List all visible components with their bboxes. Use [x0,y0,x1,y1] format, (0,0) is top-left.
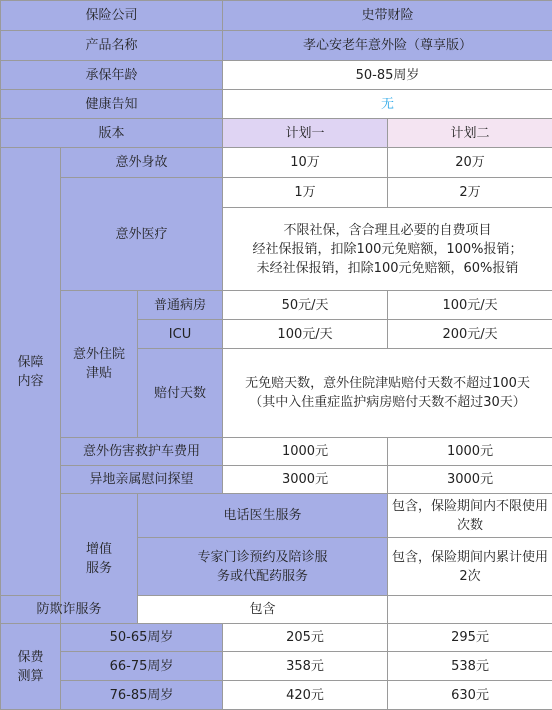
ambulance-label: 意外伤害救护车费用 [61,438,223,466]
phone-doctor-value: 包含，保险期间内不限使用次数 [388,494,552,538]
row-fraud [1,596,552,624]
ward-plan1: 50元/天 [223,291,388,320]
premium-age: 76-85周岁 [61,681,223,710]
row-visit [1,466,552,494]
value-added-group-label: 增值 服务 [61,494,138,624]
ward-label: 普通病房 [138,291,223,320]
row-medical-limit [1,178,552,208]
row-death [1,148,552,178]
company-label: 保险公司 [1,1,223,31]
icu-plan1: 100元/天 [223,320,388,349]
age-label: 承保年龄 [1,61,223,90]
premium-group-label: 保费 测算 [1,624,61,710]
icu-label: ICU [138,320,223,349]
visit-plan2: 3000元 [388,466,552,494]
medical-label: 意外医疗 [61,178,223,291]
premium-age: 50-65周岁 [61,624,223,652]
row-age [1,61,552,90]
medical-plan2: 2万 [388,178,552,208]
death-plan2: 20万 [388,148,552,178]
premium-plan2: 295元 [388,624,552,652]
ambulance-plan2: 1000元 [388,438,552,466]
row-health [1,90,552,119]
premium-plan1: 358元 [223,652,388,681]
plan1-header: 计划一 [223,119,388,148]
premium-plan2: 630元 [388,681,552,710]
version-label: 版本 [1,119,223,148]
row-company [1,1,552,31]
row-product [1,31,552,61]
premium-plan1: 420元 [223,681,388,710]
expert-value: 包含，保险期间内累计使用2次 [388,538,552,596]
row-premium-2 [1,652,552,681]
expert-label: 专家门诊预约及陪诊服 务或代配药服务 [138,538,388,596]
product-label: 产品名称 [1,31,223,61]
row-premium-1 [1,624,552,652]
row-premium-3 [1,681,552,710]
health-label: 健康告知 [1,90,223,119]
row-ambulance [1,438,552,466]
premium-plan2: 538元 [388,652,552,681]
row-version [1,119,552,148]
death-plan1: 10万 [223,148,388,178]
fraud-label: 防欺诈服务 [1,596,138,624]
death-label: 意外身故 [61,148,223,178]
days-note: 无免赔天数，意外住院津贴赔付天数不超过100天 （其中入住重症监护病房赔付天数不超过30天） [223,349,552,438]
coverage-group-label: 保障 内容 [1,148,61,596]
row-phone-doctor [1,494,552,538]
plan2-header: 计划二 [388,119,552,148]
phone-doctor-label: 电话医生服务 [138,494,388,538]
health-value: 无 [223,90,552,119]
visit-plan1: 3000元 [223,466,388,494]
age-value: 50-85周岁 [223,61,552,90]
row-ward [1,291,552,320]
company-value: 史带财险 [223,1,552,31]
ward-plan2: 100元/天 [388,291,552,320]
hospital-allowance-label: 意外住院 津贴 [61,291,138,438]
days-label: 赔付天数 [138,349,223,438]
premium-plan1: 205元 [223,624,388,652]
ambulance-plan1: 1000元 [223,438,388,466]
icu-plan2: 200元/天 [388,320,552,349]
fraud-value: 包含 [138,596,388,624]
premium-age: 66-75周岁 [61,652,223,681]
product-value: 孝心安老年意外险（尊享版） [223,31,552,61]
visit-label: 异地亲属慰问探望 [61,466,223,494]
medical-plan1: 1万 [223,178,388,208]
medical-note: 不限社保，含合理且必要的自费项目 经社保报销，扣除100元免赔额，100%报销； 未经社保报销，扣除100元免赔额，60%报销 [223,208,552,291]
